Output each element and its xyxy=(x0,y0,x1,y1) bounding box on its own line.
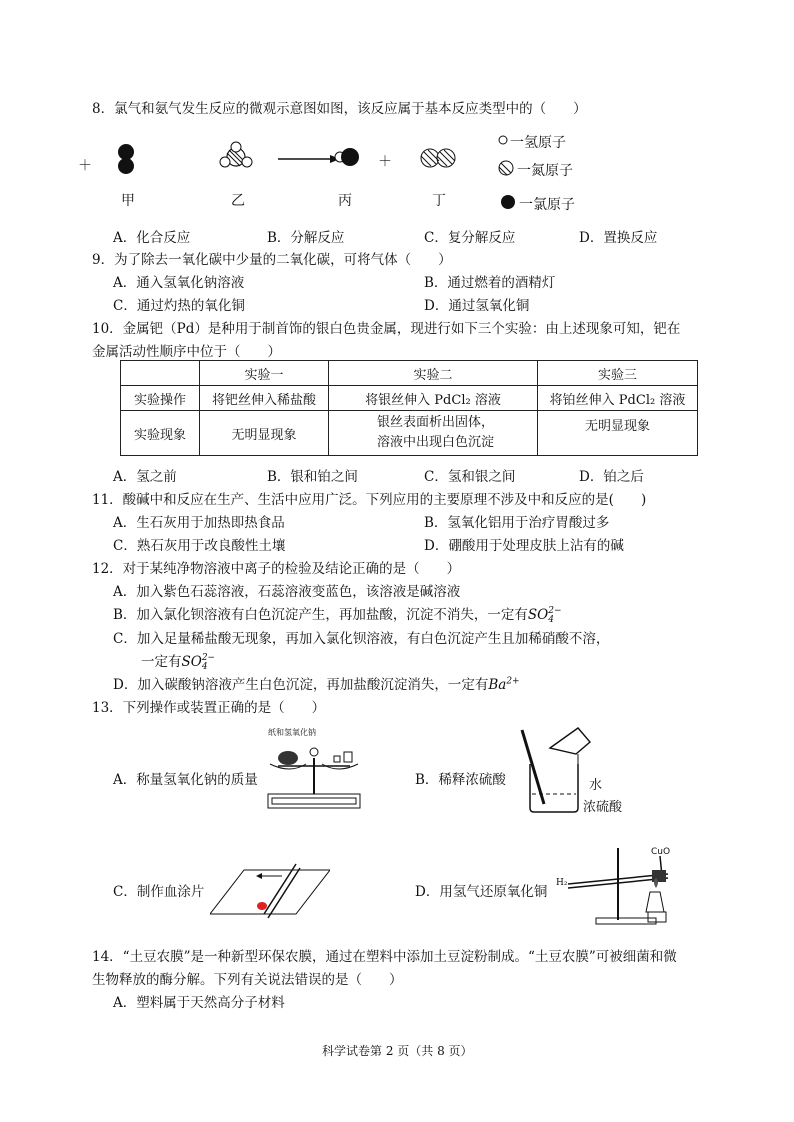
q12-option-c-line2: 一定有SO 2− 4 xyxy=(141,652,216,672)
q14-stem-line1: 14．“土豆农膜”是一种新型环保农膜，通过在塑料中添加土豆淀粉制成。“土豆农膜”可被细菌和微 xyxy=(92,949,677,965)
water-label: 水 xyxy=(589,778,603,793)
chlorine-atom-icon xyxy=(501,195,515,209)
q10-option-a[interactable]: A．氢之前 xyxy=(113,469,177,485)
hydrogen-reduction-apparatus-icon xyxy=(568,842,688,928)
q8-option-d[interactable]: D．置换反应 xyxy=(579,230,658,246)
label-ding: 丁 xyxy=(432,193,446,209)
molecule-ding-icon xyxy=(421,149,455,167)
q11-option-b[interactable]: B．氢氧化铝用于治疗胃酸过多 xyxy=(424,515,610,531)
table-row xyxy=(121,386,698,411)
q12-option-c[interactable]: C．加入足量稀盐酸无现象，再加入氯化钡溶液，有白色沉淀产生且加稀硝酸不溶， xyxy=(113,631,610,647)
q9-option-d[interactable]: D．通过氢氧化铜 xyxy=(424,298,530,314)
hydrogen-atom-icon xyxy=(499,136,507,144)
experiment-table xyxy=(120,360,698,456)
table-cell: 将钯丝伸入稀盐酸 xyxy=(200,386,329,411)
table-header-row xyxy=(121,361,698,386)
table-cell: 将银丝伸入 PdCl₂ 溶液 xyxy=(329,386,538,411)
q14-stem-line2: 生物释放的酶分解。下列有关说法错误的是（ ） xyxy=(92,972,403,988)
q10-option-c[interactable]: C．氢和银之间 xyxy=(424,469,516,485)
q11-option-c[interactable]: C．熟石灰用于改良酸性土壤 xyxy=(113,538,286,554)
molecule-yi-icon xyxy=(220,142,252,167)
q9-option-b[interactable]: B．通过燃着的酒精灯 xyxy=(424,275,556,291)
q8-option-c[interactable]: C．复分解反应 xyxy=(424,230,516,246)
legend-nitrogen: 一氮原子 xyxy=(517,163,573,179)
legend-chlorine: 一氯原子 xyxy=(519,197,575,213)
table-cell xyxy=(329,411,538,456)
table-cell-line: 溶液中出现白色沉淀 xyxy=(377,435,495,450)
q9-stem: 9．为了除去一氧化碳中少量的二氧化碳，可将气体（ ） xyxy=(92,252,452,268)
barium-ion: $Ba^{2+}$ xyxy=(488,676,520,693)
q11-option-a[interactable]: A．生石灰用于加热即热食品 xyxy=(113,515,285,531)
q9-option-c[interactable]: C．通过灼热的氧化铜 xyxy=(113,298,245,314)
balance-label: 纸和氢氧化钠 xyxy=(268,728,316,737)
q10-option-b[interactable]: B．银和铂之间 xyxy=(267,469,358,485)
q13-option-d[interactable]: D．用氢气还原氧化铜 xyxy=(415,884,548,900)
table-header: 实验一 xyxy=(200,361,329,386)
q12-option-a[interactable]: A．加入紫色石蕊溶液，石蕊溶液变蓝色，该溶液是碱溶液 xyxy=(113,584,461,600)
q10-stem-line2: 金属活动性顺序中位于（ ） xyxy=(92,344,281,360)
q8-option-a[interactable]: A．化合反应 xyxy=(113,230,191,246)
q13-option-a[interactable]: A．称量氢氧化钠的质量 xyxy=(113,772,258,788)
page-footer: 科学试卷第 2 页（共 8 页） xyxy=(322,1044,473,1058)
q8-stem: 8．氯气和氨气发生反应的微观示意图如图，该反应属于基本反应类型中的（ ） xyxy=(92,101,587,117)
plus-sign: ＋ xyxy=(378,154,392,170)
table-row xyxy=(121,411,698,456)
legend-hydrogen: 一氢原子 xyxy=(510,135,566,151)
q14-option-a[interactable]: A．塑料属于天然高分子材料 xyxy=(113,995,285,1011)
table-cell: 实验现象 xyxy=(121,411,200,456)
q12-option-b[interactable] xyxy=(113,603,562,625)
table-cell-line: 银丝表面析出固体， xyxy=(377,415,495,430)
q12-option-d[interactable]: D．加入碳酸钠溶液产生白色沉淀，再加盐酸沉淀消失，一定有$Ba^{2+}$ xyxy=(113,676,520,693)
molecule-jia-icon xyxy=(118,144,134,174)
q8-reaction-diagram xyxy=(100,132,700,212)
sulfate-ion: SO 2− 4 xyxy=(181,652,216,672)
table-header: 实验三 xyxy=(538,361,698,386)
balance-scale-icon xyxy=(264,738,364,818)
blood-smear-icon xyxy=(210,862,330,922)
sulfate-ion: SO 2− 4 xyxy=(527,605,562,625)
label-jia: 甲 xyxy=(121,193,135,209)
q13-option-b[interactable]: B．稀释浓硫酸 xyxy=(415,772,506,788)
q8-option-b[interactable]: B．分解反应 xyxy=(267,230,345,246)
molecule-bing-icon xyxy=(335,148,359,166)
plus-sign: ＋ xyxy=(78,158,92,174)
table-header: 实验二 xyxy=(329,361,538,386)
q11-stem: 11．酸碱中和反应在生产、生活中应用广泛。下列应用的主要原理不涉及中和反应的是( ) xyxy=(92,492,647,508)
q12-stem: 12．对于某纯净物溶液中离子的检验及结论正确的是（ ） xyxy=(92,561,461,577)
q13-option-c[interactable]: C．制作血涂片 xyxy=(113,884,205,900)
label-yi: 乙 xyxy=(231,193,245,209)
option-text: B．加入氯化钡溶液有白色沉淀产生，再加盐酸，沉淀不消失，一定有 xyxy=(113,607,528,623)
label-bing: 丙 xyxy=(338,193,352,209)
q10-stem-line1: 10．金属钯（Pd）是种用于制首饰的银白色贵金属，现进行如下三个实验：由上述现象可知，钯在 xyxy=(92,321,681,337)
cuo-label: CuO xyxy=(651,847,671,857)
q11-option-d[interactable]: D．硼酸用于处理皮肤上沾有的碱 xyxy=(424,538,624,554)
q9-option-a[interactable]: A．通入氢氧化钠溶液 xyxy=(113,275,245,291)
table-cell: 实验操作 xyxy=(121,386,200,411)
table-cell: 将铂丝伸入 PdCl₂ 溶液 xyxy=(538,386,698,411)
h2-label: H₂ xyxy=(556,878,568,888)
table-cell: 无明显现象 xyxy=(200,411,329,456)
table-cell xyxy=(121,361,200,386)
table-cell: 无明显现象 xyxy=(538,411,698,456)
q10-option-d[interactable]: D．铂之后 xyxy=(579,469,644,485)
q13-stem: 13．下列操作或装置正确的是（ ） xyxy=(92,700,326,716)
acid-label: 浓硫酸 xyxy=(583,800,623,815)
